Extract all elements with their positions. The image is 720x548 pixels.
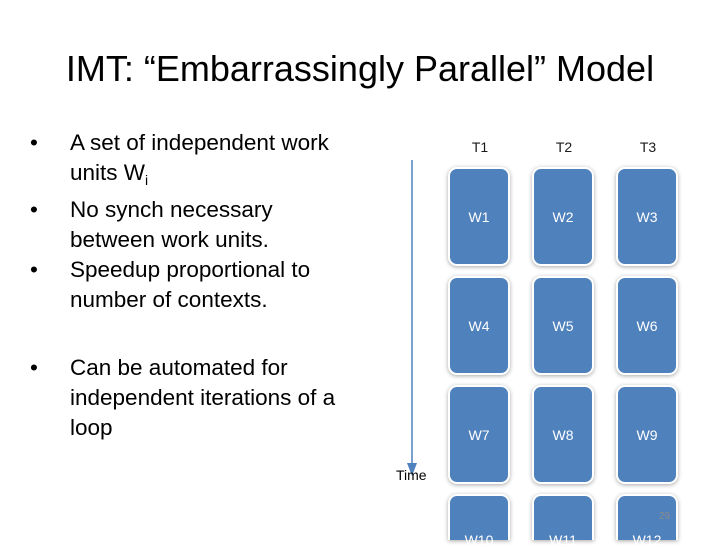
thread-header: T1	[471, 139, 489, 155]
work-unit-box: W4	[448, 276, 510, 375]
bullet-text: Speedup proportional to number of contexts.	[70, 257, 311, 312]
time-arrow-icon	[402, 160, 422, 478]
work-unit-box: W12	[616, 494, 678, 540]
work-unit-box: W10	[448, 494, 510, 540]
work-unit-box: W11	[532, 494, 594, 540]
bullet-dot-icon: •	[30, 197, 38, 222]
bullet-list	[30, 128, 360, 443]
bullet-text: No synch necessary between work units.	[70, 197, 273, 252]
thread-header: T2	[555, 139, 573, 155]
bullet-dot-icon: •	[30, 355, 38, 380]
bullet-dot-icon: •	[30, 257, 38, 282]
page-number: 29	[659, 511, 671, 522]
bullet-item	[30, 128, 360, 195]
bullet-item	[30, 195, 360, 255]
work-unit-box: W7	[448, 385, 510, 484]
bullet-item	[30, 255, 360, 315]
thread-header: T3	[639, 139, 657, 155]
bullet-text: A set of independent work units W	[70, 130, 329, 185]
bullet-subscript: i	[145, 172, 149, 188]
work-unit-box: W3	[616, 167, 678, 266]
work-unit-box: W5	[532, 276, 594, 375]
slide-title: IMT: “Embarrassingly Parallel” Model	[65, 48, 655, 89]
work-unit-box: W2	[532, 167, 594, 266]
bullet-item	[30, 353, 360, 443]
work-unit-box: W8	[532, 385, 594, 484]
work-unit-box: W9	[616, 385, 678, 484]
work-unit-box: W6	[616, 276, 678, 375]
work-unit-box: W1	[448, 167, 510, 266]
time-label: Time	[396, 467, 427, 483]
bullet-text: Can be automated for independent iterations of a loop	[70, 355, 336, 440]
bullet-dot-icon: •	[30, 130, 38, 155]
